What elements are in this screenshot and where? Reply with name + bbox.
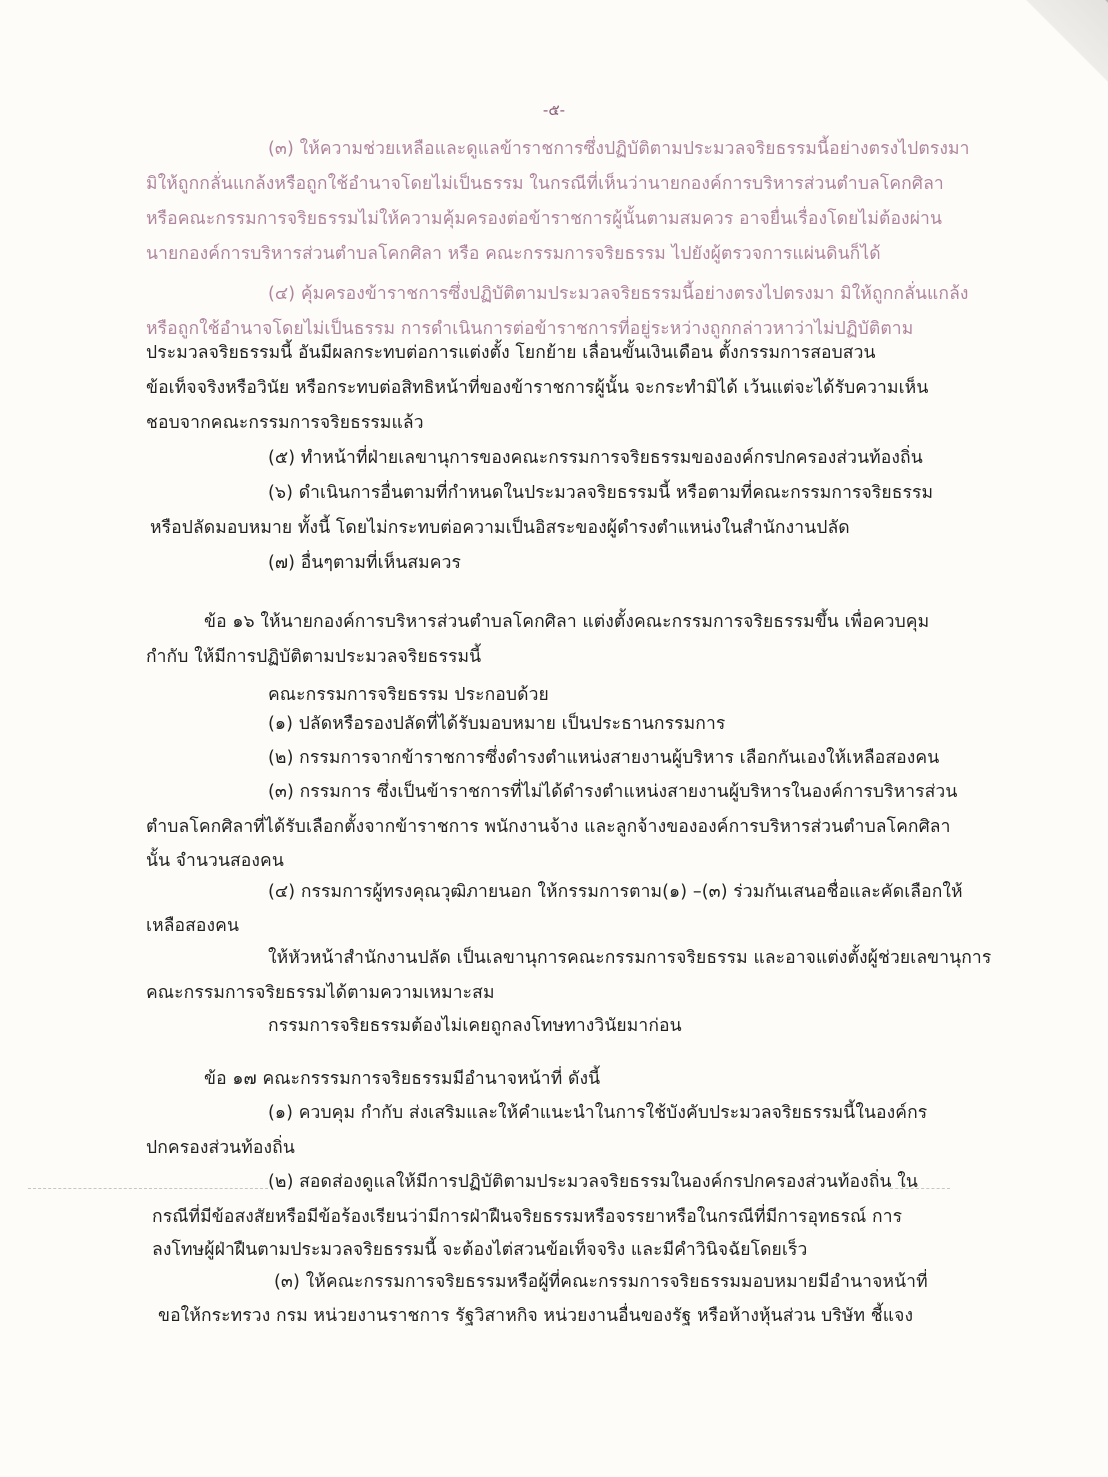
- text-line: หรือปลัดมอบหมาย ทั้งนี้ โดยไม่กระทบต่อความเป็นอิสระของผู้ดำรงตำแหน่งในสำนักงานปลัด: [150, 518, 850, 538]
- text-line: ให้หัวหน้าสำนักงานปลัด เป็นเลขานุการคณะกรรมการจริยธรรม และอาจแต่งตั้งผู้ช่วยเลขานุการ: [268, 948, 992, 968]
- text-line: มิให้ถูกกลั่นแกล้งหรือถูกใช้อำนาจโดยไม่เป็นธรรม ในกรณีที่เห็นว่านายกองค์การบริหารส่วนตำบลโคกศิลา: [146, 174, 944, 194]
- text-line: (๔) คุ้มครองข้าราชการซึ่งปฏิบัติตามประมวลจริยธรรมนี้อย่างตรงไปตรงมา มิให้ถูกกลั่นแกล้ง: [268, 284, 969, 304]
- text-line: คณะกรรมการจริยธรรม ประกอบด้วย: [268, 685, 549, 705]
- text-line: หรือคณะกรรมการจริยธรรมไม่ให้ความคุ้มครองต่อข้าราชการผู้นั้นตามสมควร อาจยื่นเรื่องโดยไม่ต้องผ่าน: [146, 209, 943, 229]
- text-line: (๓) ให้คณะกรรมการจริยธรรมหรือผู้ที่คณะกรรมการจริยธรรมมอบหมายมีอำนาจหน้าที่: [274, 1272, 928, 1292]
- text-line: (๒) สอดส่องดูแลให้มีการปฏิบัติตามประมวลจริยธรรมในองค์กรปกครองส่วนท้องถิ่น ใน: [268, 1172, 918, 1192]
- text-line: ข้อ ๑๖ ให้นายกองค์การบริหารส่วนตำบลโคกศิลา แต่งตั้งคณะกรรมการจริยธรรมขึ้น เพื่อควบคุม: [204, 612, 930, 632]
- text-line: นั้น จำนวนสองคน: [146, 851, 284, 871]
- text-line: ข้อเท็จจริงหรือวินัย หรือกระทบต่อสิทธิหน้าที่ของข้าราชการผู้นั้น จะกระทำมิได้ เว้นแต่จะได้รับความเห็น: [146, 378, 929, 398]
- text-line: เหลือสองคน: [146, 916, 240, 936]
- text-line: หรือถูกใช้อำนาจโดยไม่เป็นธรรม การดำเนินการต่อข้าราชการที่อยู่ระหว่างถูกกล่าวหาว่าไม่ปฏิบัติตาม: [146, 319, 914, 339]
- page-number: -๕-: [542, 101, 566, 119]
- text-line: กรรมการจริยธรรมต้องไม่เคยถูกลงโทษทางวินัยมาก่อน: [268, 1016, 682, 1036]
- text-line: (๑) ควบคุม กำกับ ส่งเสริมและให้คำแนะนำในการใช้บังคับประมวลจริยธรรมนี้ในองค์กร: [268, 1103, 928, 1123]
- text-line: ลงโทษผู้ฝ่าฝืนตามประมวลจริยธรรมนี้ จะต้องไต่สวนข้อเท็จจริง และมีคำวินิจฉัยโดยเร็ว: [152, 1240, 808, 1260]
- text-line: ข้อ ๑๗ คณะกรรรมการจริยธรรมมีอำนาจหน้าที่ ดังนี้: [204, 1069, 601, 1089]
- text-line: (๓) กรรมการ ซึ่งเป็นข้าราชการที่ไม่ได้ดำรงตำแหน่งสายงานผู้บริหารในองค์การบริหารส่วน: [268, 782, 958, 802]
- text-line: คณะกรรมการจริยธรรมได้ตามความเหมาะสม: [146, 983, 495, 1003]
- text-line: (๓) ให้ความช่วยเหลือและดูแลข้าราชการซึ่งปฏิบัติตามประมวลจริยธรรมนี้อย่างตรงไปตรงมา: [268, 139, 970, 159]
- text-line: (๔) กรรมการผู้ทรงคุณวุฒิภายนอก ให้กรรมการตาม(๑) –(๓) ร่วมกันเสนอชื่อและคัดเลือกให้: [268, 882, 963, 902]
- text-line: กำกับ ให้มีการปฏิบัติตามประมวลจริยธรรมนี้: [146, 647, 482, 667]
- text-line: (๕) ทำหน้าที่ฝ่ายเลขานุการของคณะกรรมการจริยธรรมขององค์กรปกครองส่วนท้องถิ่น: [268, 448, 923, 468]
- text-line: ชอบจากคณะกรรมการจริยธรรมแล้ว: [146, 413, 424, 433]
- text-line: ประมวลจริยธรรมนี้ อันมีผลกระทบต่อการแต่งตั้ง โยกย้าย เลื่อนขั้นเงินเดือน ตั้งกรรมการสอบสวน: [146, 343, 876, 363]
- text-line: ปกครองส่วนท้องถิ่น: [146, 1138, 295, 1158]
- text-line: (๒) กรรมการจากข้าราชการซึ่งดำรงตำแหน่งสายงานผู้บริหาร เลือกกันเองให้เหลือสองคน: [268, 748, 940, 768]
- text-line: กรณีที่มีข้อสงสัยหรือมีข้อร้องเรียนว่ามีการฝ่าฝืนจริยธรรมหรือจรรยาหรือในกรณีที่มีการอุทธรณ์ การ: [152, 1207, 903, 1227]
- text-line: (๖) ดำเนินการอื่นตามที่กำหนดในประมวลจริยธรรมนี้ หรือตามที่คณะกรรมการจริยธรรม: [268, 483, 934, 503]
- text-line: ขอให้กระทรวง กรม หน่วยงานราชการ รัฐวิสาหกิจ หน่วยงานอื่นของรัฐ หรือห้างหุ้นส่วน บริษัท ชี้แจง: [158, 1306, 914, 1326]
- text-line: (๗) อื่นๆตามที่เห็นสมควร: [268, 553, 462, 573]
- text-line: ตำบลโคกศิลาที่ได้รับเลือกตั้งจากข้าราชการ พนักงานจ้าง และลูกจ้างขององค์การบริหารส่วนตำบลโคกศิลา: [146, 817, 951, 837]
- text-line: นายกองค์การบริหารส่วนตำบลโคกศิลา หรือ คณะกรรมการจริยธรรม ไปยังผู้ตรวจการแผ่นดินก็ได้: [146, 244, 881, 264]
- page-corner-fold: [1018, 0, 1108, 90]
- text-line: (๑) ปลัดหรือรองปลัดที่ได้รับมอบหมาย เป็นประธานกรรมการ: [268, 714, 726, 734]
- scan-artifact-line: [890, 1188, 950, 1189]
- scan-artifact-line: [28, 1188, 268, 1189]
